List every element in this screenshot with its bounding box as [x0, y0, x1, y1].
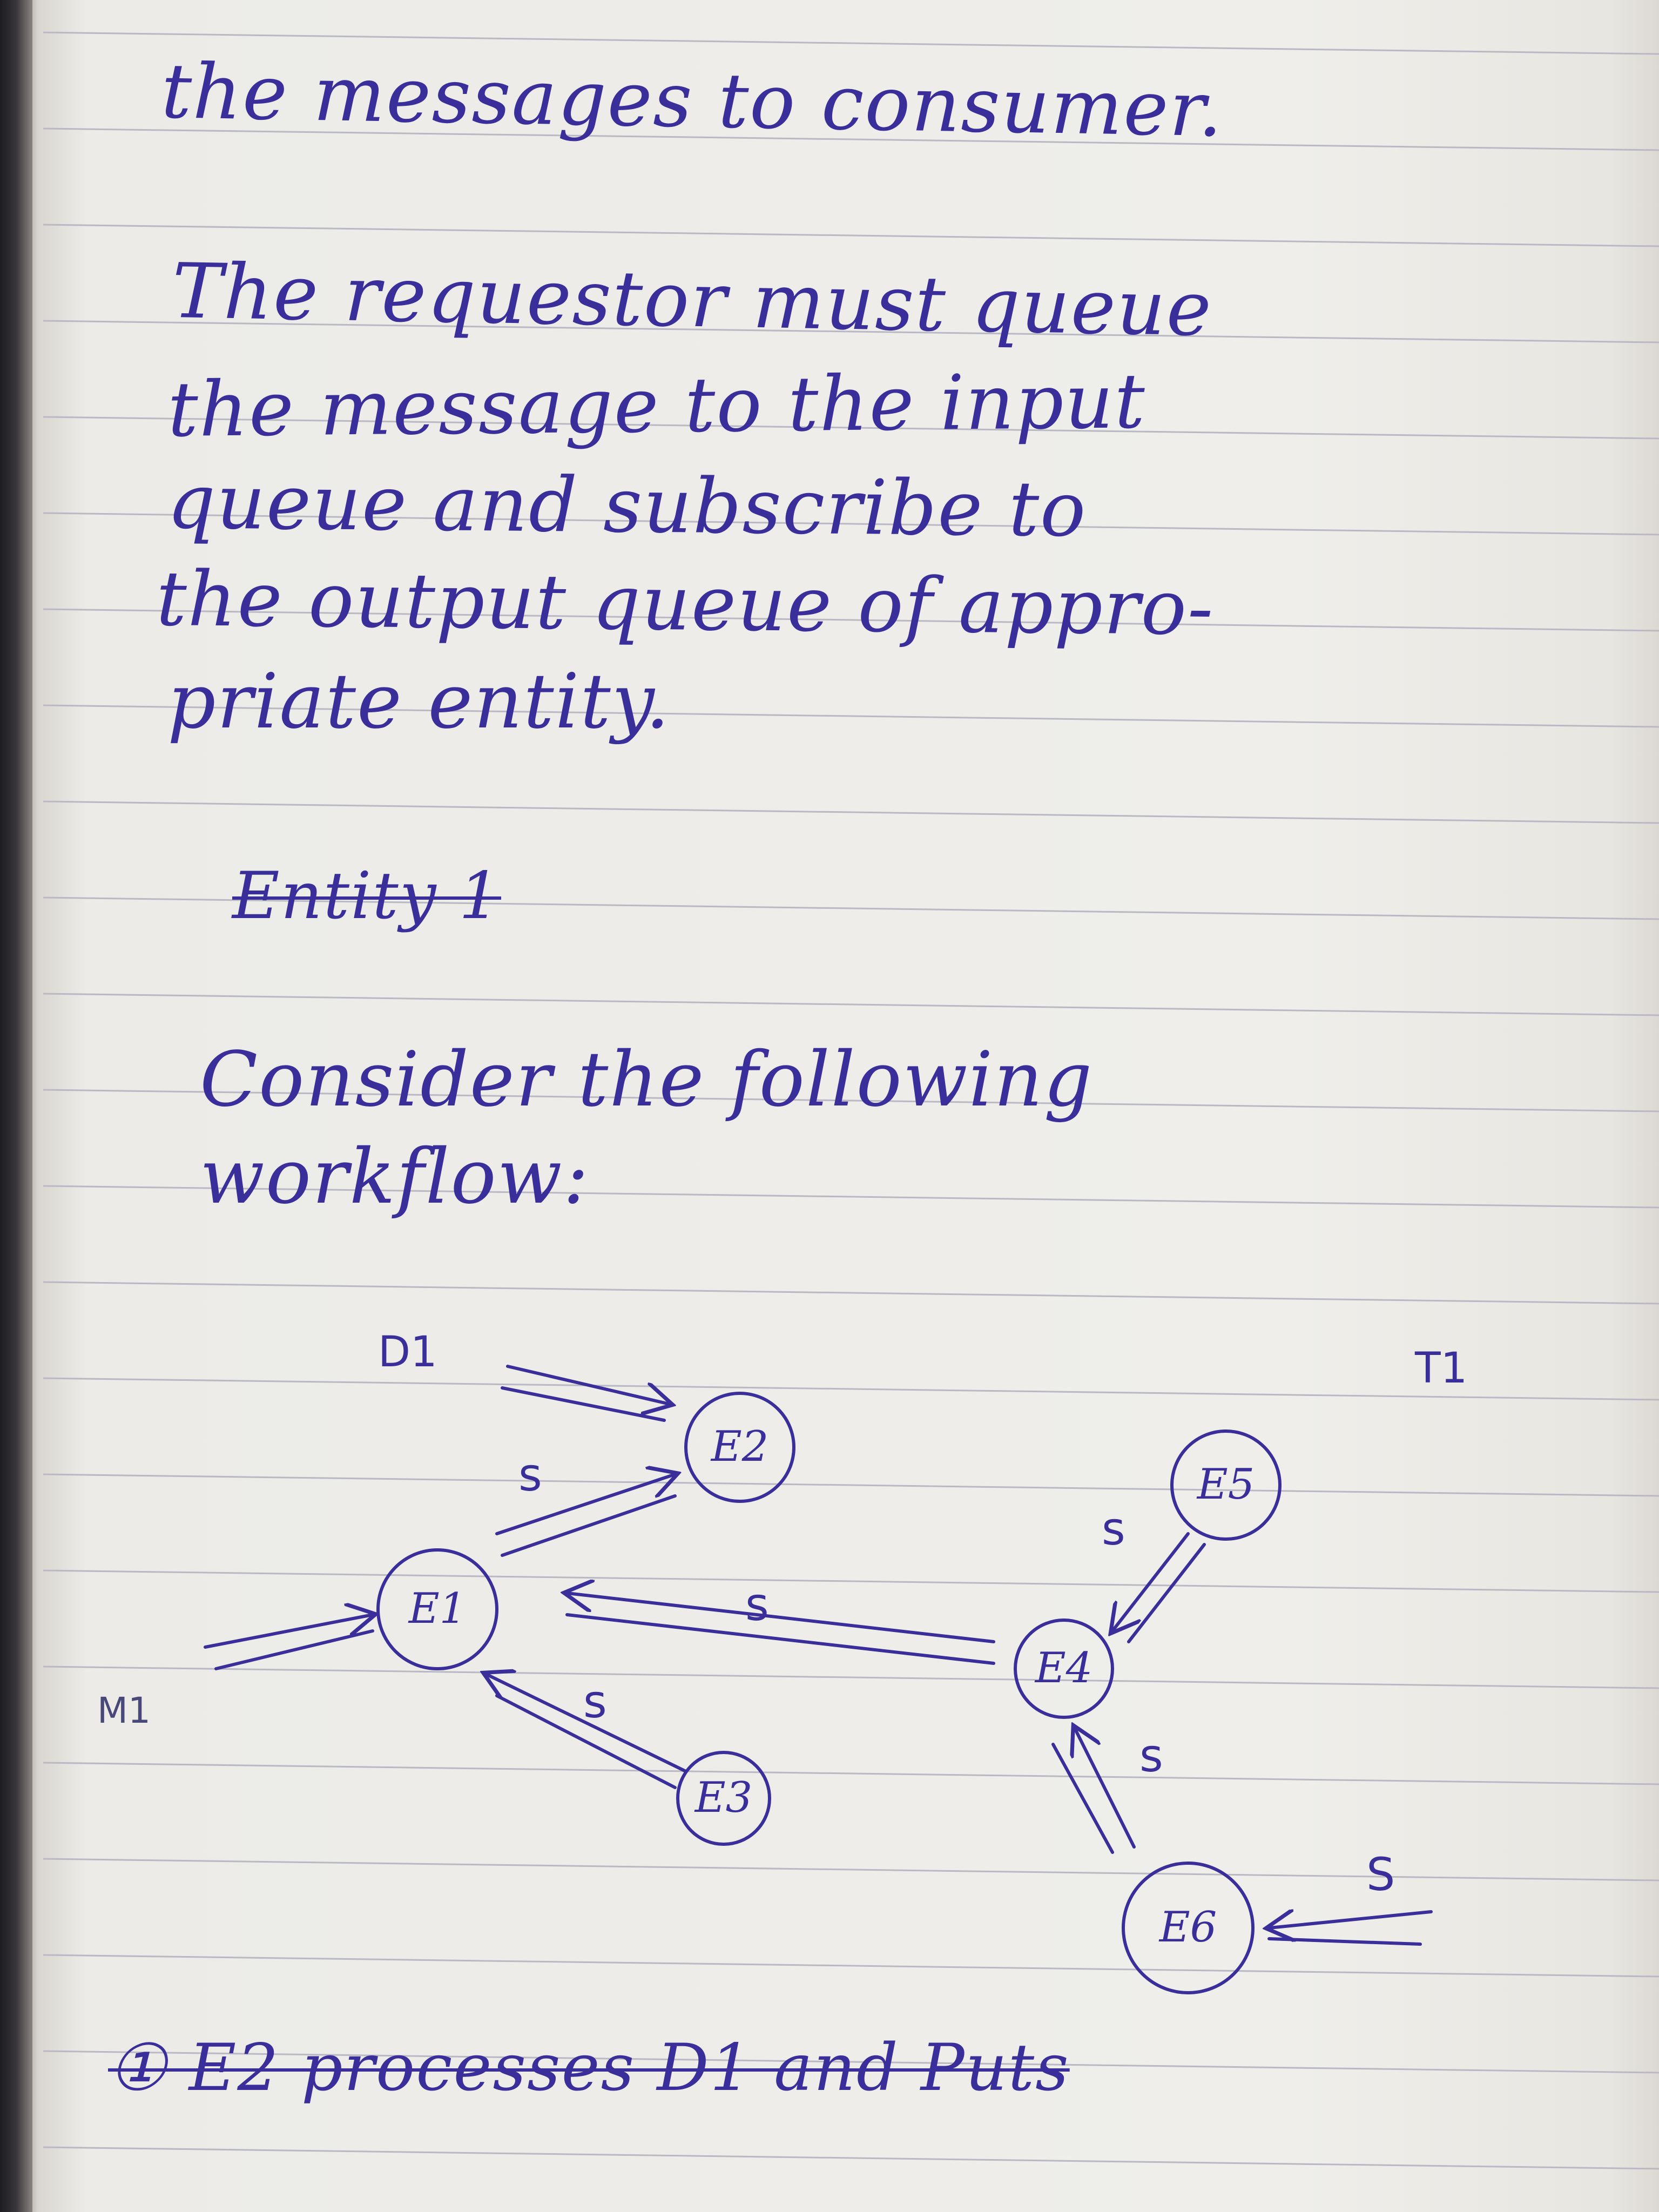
note-line-4: queue and subscribe to [166, 458, 1088, 554]
node-e1-label: E1 [408, 1584, 467, 1633]
ruled-line [43, 994, 1659, 1015]
node-e3-label: E3 [694, 1773, 753, 1822]
node-e4-label: E4 [1035, 1644, 1093, 1692]
note-line-7: Consider the following [200, 1036, 1094, 1124]
label-t1: T1 [1415, 1344, 1468, 1393]
label-s-e5-e4: s [1102, 1502, 1125, 1555]
ruled-line [43, 801, 1659, 823]
node-e5 [1172, 1431, 1280, 1539]
label-s-e4-e1: s [745, 1578, 769, 1631]
node-e5-label: E5 [1197, 1460, 1255, 1509]
edge-e4-e1 [567, 1593, 994, 1663]
label-s-e3-e1: s [583, 1675, 607, 1728]
footer-struck-line: ① E2 processes D1 and Puts [108, 2031, 1070, 2106]
node-e6 [1123, 1863, 1253, 1993]
note-line-3: the message to the input [167, 358, 1147, 454]
label-s-e6-e4: s [1139, 1729, 1163, 1782]
edge-d1-e2 [502, 1366, 670, 1420]
label-d1: D1 [378, 1328, 437, 1377]
label-s-in-e6: S [1366, 1848, 1395, 1901]
node-e1 [378, 1550, 497, 1669]
note-line-5: the output queue of appro- [156, 555, 1215, 653]
note-line-6: priate entity. [167, 658, 671, 746]
node-e3 [678, 1752, 770, 1844]
node-e6-label: E6 [1159, 1903, 1217, 1952]
node-e4 [1015, 1620, 1112, 1717]
struck-heading: Entity 1 [232, 859, 501, 934]
edge-e5-e4 [1112, 1534, 1204, 1642]
note-line-2: The requestor must queue [171, 247, 1213, 354]
node-e2-label: E2 [711, 1422, 769, 1471]
note-line-1: the messages to consumer. [160, 48, 1224, 154]
ruled-line [43, 225, 1659, 246]
edge-m1-e1 [205, 1615, 373, 1669]
ruled-line [43, 2147, 1659, 2169]
label-s-e1-e2: s [518, 1448, 542, 1501]
workflow-diagram [0, 1242, 1659, 2052]
edge-e6-e4 [1053, 1728, 1134, 1852]
edge-in-e6 [1269, 1912, 1431, 1944]
node-e2 [686, 1393, 794, 1501]
note-line-8: workflow: [200, 1133, 590, 1221]
label-m1: M1 [97, 1690, 151, 1731]
